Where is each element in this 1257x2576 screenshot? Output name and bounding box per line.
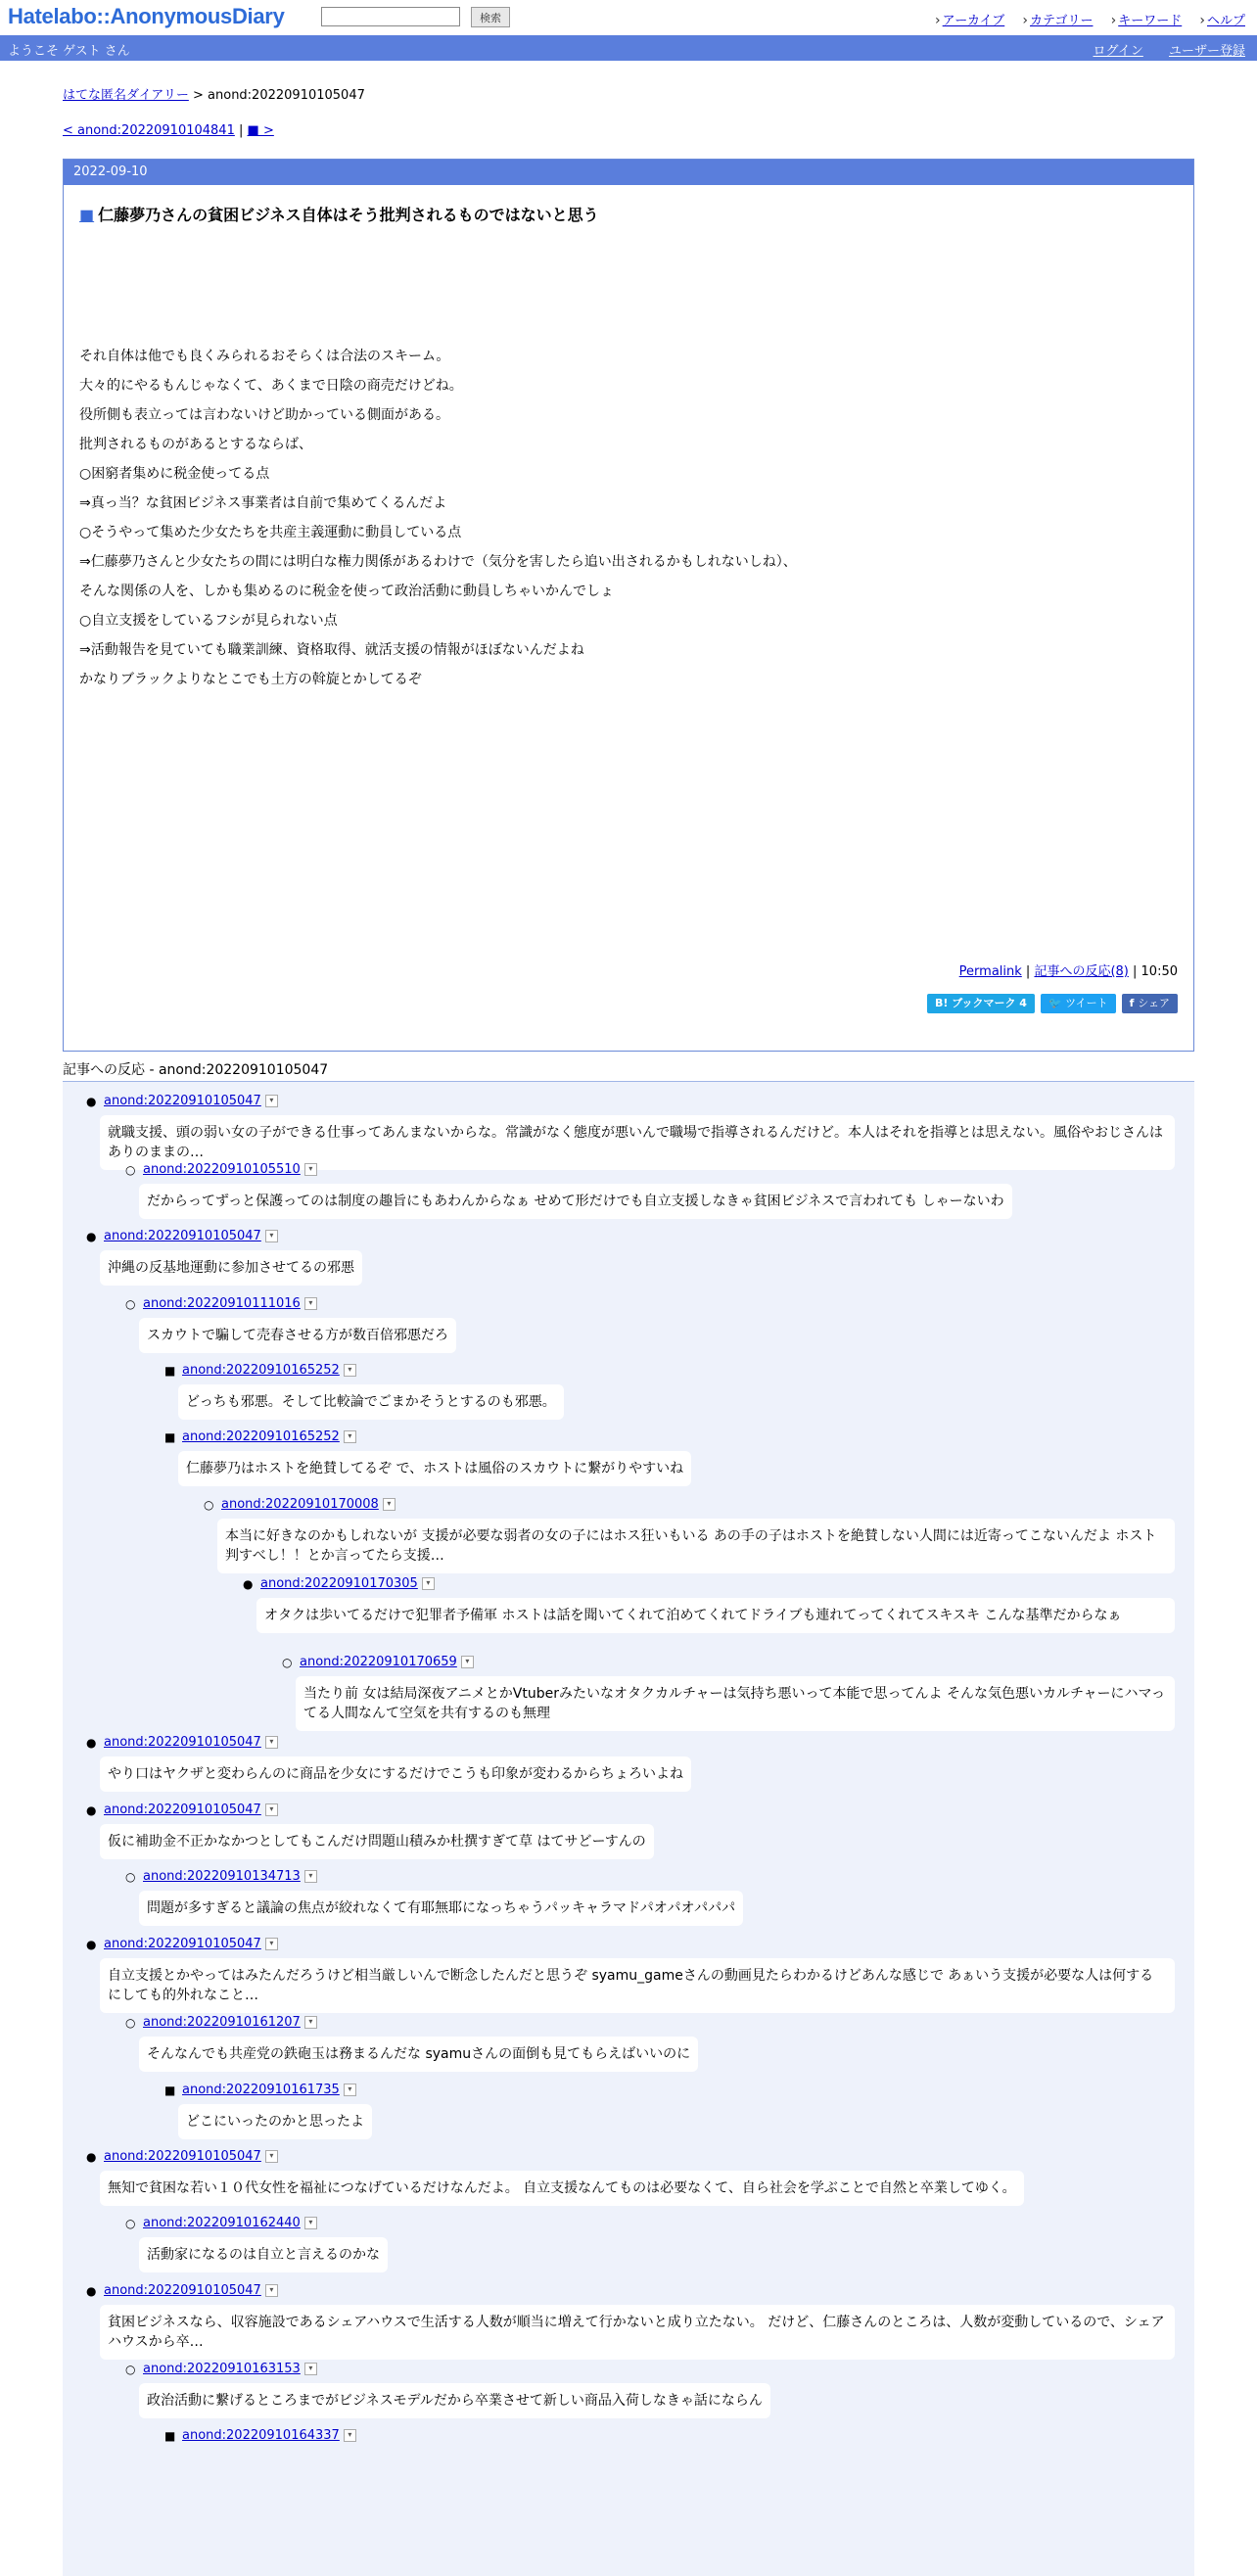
body-line: 批判されるものがあるとするならば、 <box>79 437 312 452</box>
bullet-icon: ○ <box>125 2363 136 2376</box>
reaction-id-link[interactable]: anond:20220910165252 <box>182 1429 340 1444</box>
reaction-text: 政治活動に繋げるところまでがビジネスモデルだから卒業させて新しい商品入荷しなきゃ話にならん <box>139 2383 770 2418</box>
reaction-item <box>86 1229 278 1243</box>
dropdown-icon[interactable]: ▾ <box>344 1364 356 1377</box>
dropdown-icon[interactable]: ▾ <box>344 2084 356 2096</box>
dropdown-icon[interactable]: ▾ <box>422 1577 435 1590</box>
reaction-text: 本当に好きなのかもしれないが 支援が必要な弱者の女の子にはホス狂いもいる あの手の子はホストを絶賛しない人間には近寄ってこないんだよ ホスト判すべし！！とか言ってたら支援… <box>217 1519 1175 1573</box>
reactions-link[interactable]: 記事への反応(8) <box>1034 964 1129 979</box>
reaction-text: オタクは歩いてるだけで犯罪者予備軍 ホストは話を聞いてくれて泊めてくれてドライブも連れてってくれてスキスキ こんな基準だからなぁ <box>256 1598 1175 1633</box>
reaction-text: 問題が多すぎると議論の焦点が絞れなくて有耶無耶になっちゃうパッキャラマドパオパオパパパ <box>139 1891 743 1926</box>
reaction-item <box>125 1296 317 1311</box>
welcome-text: ようこそ ゲスト さん <box>8 44 130 59</box>
reaction-text: スカウトで騙して売春させる方が数百倍邪悪だろ <box>139 1318 456 1353</box>
bullet-icon: ○ <box>204 1498 214 1512</box>
share-buttons <box>927 994 1178 1013</box>
dropdown-icon[interactable]: ▾ <box>265 1736 278 1749</box>
dropdown-icon[interactable]: ▾ <box>265 1803 278 1816</box>
reaction-id-link[interactable]: anond:20220910163153 <box>143 2362 301 2376</box>
reaction-text: どこにいったのかと思ったよ <box>178 2104 372 2139</box>
reaction-item <box>164 1429 356 1444</box>
reaction-text: 活動家になるのは自立と言えるのかな <box>139 2237 388 2272</box>
reaction-item <box>125 2216 317 2230</box>
next-entry-link[interactable]: ■ > <box>247 123 274 138</box>
dropdown-icon[interactable]: ▾ <box>304 2217 317 2229</box>
dropdown-icon[interactable]: ▾ <box>383 1498 396 1511</box>
breadcrumb <box>63 84 365 103</box>
bullet-icon: ● <box>86 2284 97 2298</box>
nav-sep: | <box>239 123 244 138</box>
reaction-text: 無知で貧困な若い１０代女性を福祉につなげているだけなんだよ。 自立支援なんてものは必要なくて、自ら社会を学ぶことで自然と卒業してゆく。 <box>100 2171 1024 2206</box>
bullet-icon: ■ <box>164 1364 176 1378</box>
dropdown-icon[interactable]: ▾ <box>265 2150 278 2163</box>
entry-box <box>63 159 1194 1052</box>
bookmark-button[interactable]: B! ブックマーク 4 <box>927 994 1035 1013</box>
body-line: ○困窮者集めに税金使ってる点 <box>79 466 270 482</box>
reaction-item <box>125 2015 317 2030</box>
reaction-item <box>86 1735 278 1750</box>
dropdown-icon[interactable]: ▾ <box>304 2363 317 2375</box>
reaction-item <box>243 1576 435 1591</box>
reaction-item <box>282 1655 474 1669</box>
reaction-item <box>86 2283 278 2298</box>
top-links <box>921 10 1245 28</box>
reaction-id-link[interactable]: anond:20220910170008 <box>221 1497 379 1512</box>
twitter-icon: 🐦 <box>1048 997 1066 1009</box>
reaction-id-link[interactable]: anond:20220910105047 <box>104 1229 261 1243</box>
breadcrumb-current: anond:20220910105047 <box>208 88 365 103</box>
keyword-link[interactable]: › キーワード <box>1111 14 1183 28</box>
reaction-text: 沖縄の反基地運動に参加させてるの邪悪 <box>100 1250 362 1286</box>
search-input[interactable] <box>321 7 460 26</box>
bullet-icon: ● <box>86 1230 97 1243</box>
bullet-icon: ○ <box>125 1870 136 1884</box>
bullet-icon: ● <box>86 1736 97 1750</box>
help-link[interactable]: › ヘルプ <box>1199 14 1245 28</box>
entry-square-link[interactable]: ■ <box>79 206 95 224</box>
dropdown-icon[interactable]: ▾ <box>265 2284 278 2297</box>
body-line: かなりブラックよりなとこでも土方の斡旋とかしてるぞ <box>79 672 422 687</box>
reaction-item <box>164 1363 356 1378</box>
bullet-icon: ○ <box>125 2217 136 2230</box>
body-line: ⇒仁藤夢乃さんと少女たちの間には明白な権力関係があるわけで（気分を害したら追い出されるかもしれないしね）、 <box>79 554 797 570</box>
dropdown-icon[interactable]: ▾ <box>304 1870 317 1883</box>
user-bar <box>0 35 1257 61</box>
reaction-id-link[interactable]: anond:20220910105047 <box>104 1094 261 1108</box>
dropdown-icon[interactable]: ▾ <box>304 1163 317 1176</box>
reaction-id-link[interactable]: anond:20220910161735 <box>182 2083 340 2097</box>
body-line: ○自立支援をしているフシが見られない点 <box>79 613 338 629</box>
entry-time: | 10:50 <box>1133 964 1178 979</box>
reaction-id-link[interactable]: anond:20220910105047 <box>104 2149 261 2164</box>
reaction-item <box>164 2083 356 2097</box>
reaction-id-link[interactable]: anond:20220910170659 <box>300 1655 457 1669</box>
reaction-item <box>125 1869 317 1884</box>
reaction-text: だからってずっと保護ってのは制度の趣旨にもあわんからなぁ せめて形だけでも自立支援しなきゃ貧困ビジネスで言われても しゃーないわ <box>139 1184 1012 1219</box>
dropdown-icon[interactable]: ▾ <box>304 1297 317 1310</box>
dropdown-icon[interactable]: ▾ <box>461 1656 474 1668</box>
dropdown-icon[interactable]: ▾ <box>265 1938 278 1950</box>
bullet-icon: ● <box>86 1095 97 1108</box>
dropdown-icon[interactable]: ▾ <box>265 1230 278 1242</box>
bullet-icon: ● <box>86 1803 97 1817</box>
reaction-id-link[interactable]: anond:20220910164337 <box>182 2428 340 2443</box>
body-line: ⇒真っ当？な貧困ビジネス事業者は自前で集めてくるんだよ <box>79 495 447 511</box>
reaction-id-link[interactable]: anond:20220910105510 <box>143 1162 301 1177</box>
body-line: それ自体は他でも良くみられるおそらくは合法のスキーム。 <box>79 349 450 364</box>
body-line: 大々的にやるもんじゃなくて、あくまで日陰の商売だけどね。 <box>79 378 463 394</box>
body-line: 役所側も表立っては言わないけど助かっている側面がある。 <box>79 407 449 423</box>
reaction-id-link[interactable]: anond:20220910170305 <box>260 1576 418 1591</box>
bullet-icon: ● <box>243 1577 254 1591</box>
reaction-text: そんなんでも共産党の鉄砲玉は務まるんだな syamuさんの面倒も見てもらえばいいのに <box>139 2037 698 2072</box>
reaction-text: 自立支援とかやってはみたんだろうけど相当厳しいんで断念したんだと思うぞ syamu_gameさんの動画見たらわかるけどあんな感じで あぁいう支援が必要な人は何するにしても的外れなこと… <box>100 1958 1175 2013</box>
reaction-id-link[interactable]: anond:20220910161207 <box>143 2015 301 2030</box>
reaction-id-link[interactable]: anond:20220910105047 <box>104 2283 261 2298</box>
reaction-text: 貧困ビジネスなら、収容施設であるシェアハウスで生活する人数が順当に増えて行かないと成り立たない。 だけど、仁藤さんのところは、人数が変動しているので、シェアハウスから卒… <box>100 2305 1175 2360</box>
entry-footer: Permalink | 記事への反応(8) | 10:50 <box>958 964 1178 979</box>
site-logo[interactable]: Hatelabo::AnonymousDiary <box>8 4 285 28</box>
bullet-icon: ○ <box>282 1656 293 1669</box>
header <box>0 0 1257 35</box>
entry-body <box>79 342 1156 694</box>
reaction-id-link[interactable]: anond:20220910165252 <box>182 1363 340 1378</box>
dropdown-icon[interactable]: ▾ <box>304 2016 317 2029</box>
dropdown-icon[interactable]: ▾ <box>265 1095 278 1107</box>
category-link[interactable]: › カテゴリー <box>1022 14 1093 28</box>
reactions-title: 記事への反応 - anond:20220910105047 <box>63 1062 329 1078</box>
bullet-icon: ■ <box>164 2429 176 2443</box>
entry-nav <box>63 123 274 138</box>
facebook-icon: f <box>1129 997 1139 1009</box>
breadcrumb-home[interactable]: はてな匿名ダイアリー <box>63 88 189 103</box>
register-link[interactable]: ユーザー登録 <box>1168 44 1245 59</box>
login-link[interactable]: ログイン <box>1093 44 1143 59</box>
entry-title <box>79 203 599 225</box>
reaction-item <box>86 1803 278 1817</box>
reaction-id-link[interactable]: anond:20220910105047 <box>104 1937 261 1951</box>
bullet-icon: ■ <box>164 1430 176 1444</box>
prev-entry-link[interactable]: < anond:20220910104841 <box>63 123 235 138</box>
bullet-icon: ● <box>86 1938 97 1951</box>
breadcrumb-sep: > <box>192 88 204 103</box>
bullet-icon: ○ <box>125 1163 136 1177</box>
body-line: ○そうやって集めた少女たちを共産主義運動に動員している点 <box>79 525 462 540</box>
reaction-id-link[interactable]: anond:20220910111016 <box>143 1296 301 1311</box>
bullet-icon: ○ <box>125 2016 136 2030</box>
reaction-id-link[interactable]: anond:20220910105047 <box>104 1735 261 1750</box>
permalink[interactable]: Permalink <box>958 964 1022 979</box>
bullet-icon: ■ <box>164 2084 176 2097</box>
body-line: ⇒活動報告を見ていても職業訓練、資格取得、就活支援の情報がほぼないんだよね <box>79 642 584 658</box>
reaction-text: どっちも邪悪。そして比較論でごまかそうとするのも邪悪。 <box>178 1384 564 1420</box>
reaction-item <box>86 1094 278 1108</box>
bullet-icon: ○ <box>125 1297 136 1311</box>
reaction-item <box>164 2428 356 2443</box>
entry-title-text: 仁藤夢乃さんの貧困ビジネス自体はそう批判されるものではないと思う <box>98 206 599 224</box>
reaction-item <box>125 2362 317 2376</box>
reaction-item <box>125 1162 317 1177</box>
reaction-id-link[interactable]: anond:20220910134713 <box>143 1869 301 1884</box>
reaction-text: 仁藤夢乃はホストを絶賛してるぞ で、ホストは風俗のスカウトに繋がりやすいね <box>178 1451 691 1486</box>
reaction-item <box>204 1497 396 1512</box>
reaction-item <box>86 1937 278 1951</box>
entry-date: 2022-09-10 <box>64 160 1193 185</box>
reaction-id-link[interactable]: anond:20220910162440 <box>143 2216 301 2230</box>
reaction-item <box>86 2149 278 2164</box>
reaction-text: 就職支援、頭の弱い女の子ができる仕事ってあんまないからな。常識がなく態度が悪いんで職場で指導されるんだけど。本人はそれを指導とは思えない。風俗やおじさんはありのままの… <box>100 1115 1175 1170</box>
body-line: そんな関係の人を、しかも集めるのに税金を使って政治活動に動員しちゃいかんでしょ <box>79 584 614 599</box>
dropdown-icon[interactable]: ▾ <box>344 2429 356 2442</box>
archive-link[interactable]: › アーカイブ <box>935 14 1004 28</box>
reactions-list <box>63 1081 1194 2576</box>
reaction-text: 当たり前 女は結局深夜アニメとかVtuberみたいなオタクカルチャーは気持ち悪いって本能で思ってんよ そんな気色悪いカルチャーにハマってる人間なんて空気を共有するのも無理 <box>296 1676 1175 1731</box>
reaction-text: やり口はヤクザと変わらんのに商品を少女にするだけでこうも印象が変わるからちょろいよね <box>100 1756 691 1792</box>
reaction-text: 仮に補助金不正かなかつとしてもこんだけ問題山積みか杜撰すぎて草 はてサどーすんの <box>100 1824 654 1859</box>
search-button[interactable]: 検索 <box>471 7 510 27</box>
tweet-button[interactable]: 🐦 ツイート <box>1041 994 1116 1013</box>
reaction-id-link[interactable]: anond:20220910105047 <box>104 1803 261 1817</box>
bullet-icon: ● <box>86 2150 97 2164</box>
dropdown-icon[interactable]: ▾ <box>344 1430 356 1443</box>
facebook-share-button[interactable]: f シェア <box>1122 994 1178 1013</box>
